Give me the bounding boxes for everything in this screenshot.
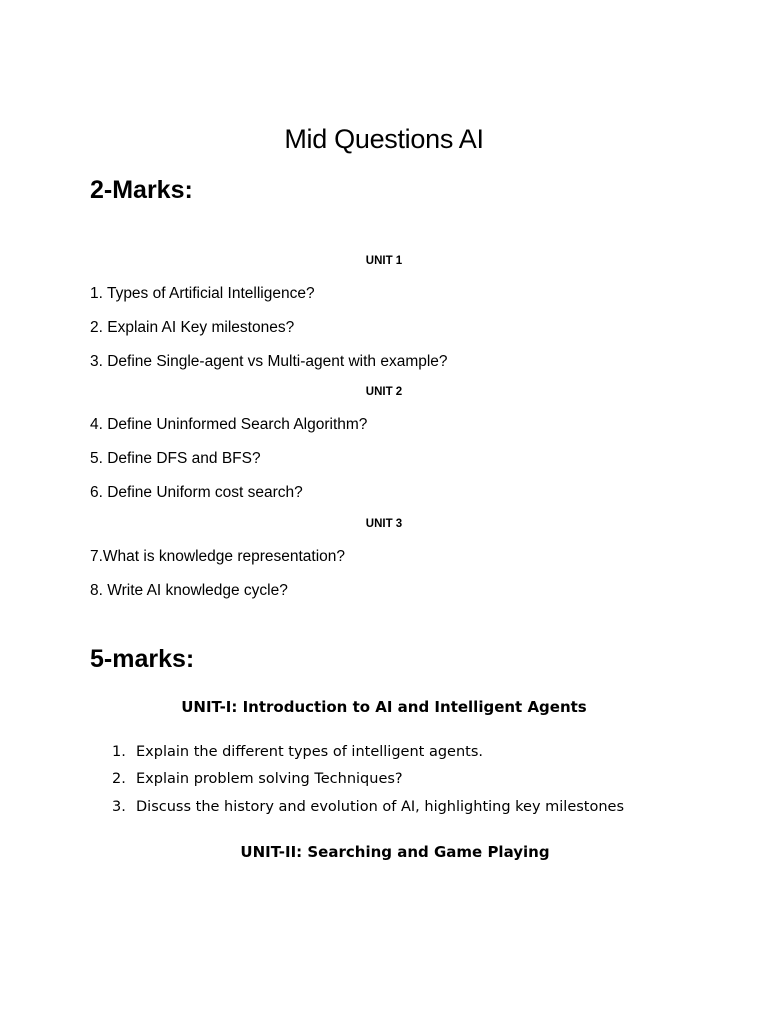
list-item <box>112 771 403 787</box>
list-item-number: 1. <box>112 744 126 760</box>
document-title: Mid Questions AI <box>284 124 484 154</box>
question-item: 1. Types of Artificial Intelligence? <box>90 285 315 302</box>
question-item: 7.What is knowledge representation? <box>90 548 346 565</box>
list-item-number: 3. <box>112 799 126 815</box>
question-item: 5. Define DFS and BFS? <box>90 450 261 467</box>
list-item <box>112 799 624 815</box>
unit-1-label: UNIT 1 <box>365 255 403 267</box>
list-item-text: Explain the different types of intelligent agents. <box>136 744 483 760</box>
question-item: 6. Define Uniform cost search? <box>90 484 303 501</box>
unit-ii-heading: UNIT-II: Searching and Game Playing <box>240 843 550 861</box>
list-item-text: Discuss the history and evolution of AI, highlighting key milestones <box>136 799 625 815</box>
list-item <box>112 744 483 760</box>
question-item: 8. Write AI knowledge cycle? <box>90 582 288 599</box>
question-item: 2. Explain AI Key milestones? <box>90 319 295 336</box>
two-marks-heading: 2-Marks: <box>90 176 193 204</box>
question-item: 4. Define Uninformed Search Algorithm? <box>90 416 368 433</box>
unit-i-heading: UNIT-I: Introduction to AI and Intelligent Agents <box>181 698 587 716</box>
list-item-text: Explain problem solving Techniques? <box>136 771 403 787</box>
five-marks-heading: 5-marks: <box>90 645 195 673</box>
list-item-number: 2. <box>112 771 126 787</box>
question-item: 3. Define Single-agent vs Multi-agent with example? <box>90 353 448 370</box>
unit-3-label: UNIT 3 <box>365 518 403 530</box>
unit-2-label: UNIT 2 <box>365 386 403 398</box>
